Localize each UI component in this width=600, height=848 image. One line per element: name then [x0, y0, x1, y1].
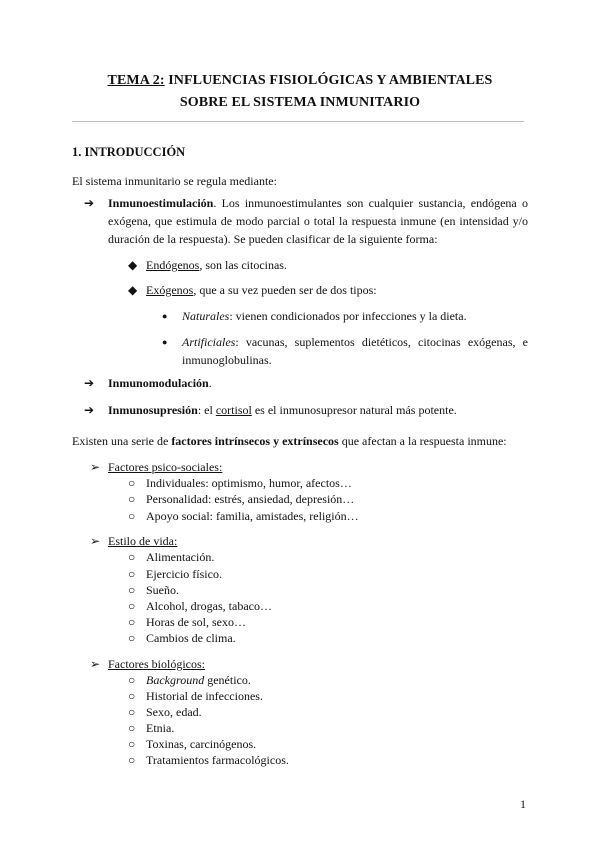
circle-bullet-icon: ○ — [128, 673, 136, 687]
arrowhead-icon: ➢ — [90, 534, 101, 548]
exo-text: , que a su vez pueden ser de dos tipos: — [193, 283, 377, 297]
sup-cortisol: cortisol — [215, 403, 252, 417]
list-item: Alimentación. — [146, 550, 215, 564]
nat-label: Naturales — [182, 309, 230, 323]
list-item: Sexo, edad. — [146, 705, 202, 719]
immunostimulation-paragraph — [108, 194, 528, 248]
section-heading: 1. INTRODUCCIÓN — [72, 145, 186, 159]
intro-paragraph: El sistema inmunitario se regula mediante: — [72, 174, 277, 188]
circle-bullet-icon: ○ — [128, 705, 136, 719]
endogenous-item — [146, 256, 287, 274]
artificial-item — [182, 333, 528, 369]
circle-bullet-icon: ○ — [128, 599, 136, 613]
circle-bullet-icon: ○ — [128, 550, 136, 564]
list-item: Alcohol, drogas, tabaco… — [146, 599, 272, 613]
group-title: Factores psico-sociales: — [108, 460, 223, 474]
immunosuppression-item — [108, 401, 457, 419]
circle-bullet-icon: ○ — [128, 476, 136, 490]
factors-after: que afectan a la respuesta inmune: — [338, 434, 507, 448]
mod-label: Inmunomodulación — [108, 376, 209, 390]
list-item: Apoyo social: familia, amistades, religión… — [146, 509, 359, 523]
exogenous-item — [146, 281, 377, 299]
group-title: Factores biológicos: — [108, 657, 205, 671]
factors-intro — [72, 432, 507, 450]
diamond-icon: ◆ — [128, 283, 138, 297]
document-title — [0, 70, 600, 114]
arrowhead-icon: ➢ — [90, 657, 101, 671]
circle-bullet-icon: ○ — [128, 492, 136, 506]
immunomodulation-item — [108, 374, 212, 392]
title-text-1: INFLUENCIAS FISIOLÓGICAS Y AMBIENTALES — [168, 73, 493, 88]
diamond-icon: ◆ — [128, 258, 138, 272]
circle-bullet-icon: ○ — [128, 689, 136, 703]
arrowhead-icon: ➢ — [90, 460, 101, 474]
list-item: Etnia. — [146, 721, 175, 735]
list-item: Toxinas, carcinógenos. — [146, 737, 257, 751]
group-title: Estilo de vida: — [108, 534, 178, 548]
art-text: : vacunas, suplementos dietéticos, citocinas exógenas, e inmunoglobulinas. — [182, 335, 528, 367]
arrow-icon: ➔ — [84, 403, 95, 417]
list-item — [146, 672, 251, 688]
circle-bullet-icon: ○ — [128, 615, 136, 629]
circle-bullet-icon: ○ — [128, 567, 136, 581]
circle-bullet-icon: ○ — [128, 737, 136, 751]
factors-before: Existen una serie de — [72, 434, 172, 448]
art-label: Artificiales — [182, 335, 236, 349]
title-divider — [72, 121, 524, 122]
stim-label: Inmunoestimulación — [108, 196, 214, 210]
list-item: Historial de infecciones. — [146, 689, 263, 703]
list-item: Cambios de clima. — [146, 631, 236, 645]
circle-bullet-icon: ○ — [128, 583, 136, 597]
nat-text: : vienen condicionados por infecciones y la dieta. — [229, 309, 467, 323]
title-line-1 — [0, 70, 600, 92]
list-item: Horas de sol, sexo… — [146, 615, 246, 629]
circle-bullet-icon: ○ — [128, 753, 136, 767]
mod-text: . — [208, 376, 212, 390]
title-line-2: SOBRE EL SISTEMA INMUNITARIO — [179, 95, 421, 110]
sup-text-1: : el — [197, 403, 216, 417]
circle-bullet-icon: ○ — [128, 631, 136, 645]
circle-bullet-icon: ○ — [128, 509, 136, 523]
list-item: Sueño. — [146, 583, 179, 597]
list-item: Individuales: optimismo, humor, afectos… — [146, 476, 352, 490]
page-number: 1 — [520, 797, 526, 811]
exo-label: Exógenos — [146, 283, 194, 297]
background-rest: genético. — [204, 673, 251, 687]
arrow-icon: ➔ — [84, 196, 95, 210]
list-item: Tratamientos farmacológicos. — [146, 753, 289, 767]
sup-label: Inmunosupresión — [108, 403, 198, 417]
factors-bold: factores intrínsecos y extrínsecos — [171, 434, 339, 448]
list-item: Ejercicio físico. — [146, 567, 222, 581]
endo-text: , son las citocinas. — [199, 258, 287, 272]
list-item: Personalidad: estrés, ansiedad, depresión… — [146, 492, 355, 506]
natural-item — [182, 307, 467, 325]
background-italic: Background — [146, 673, 205, 687]
title-prefix: TEMA 2: — [107, 73, 165, 88]
bullet-icon: ● — [162, 337, 168, 347]
arrow-icon: ➔ — [84, 376, 95, 390]
endo-label: Endógenos — [146, 258, 200, 272]
circle-bullet-icon: ○ — [128, 721, 136, 735]
sup-text-2: es el inmunosupresor natural más potente. — [251, 403, 457, 417]
stim-text: . Los inmunoestimulantes son cualquier sustancia, endógena o exógena, que estimula de modo parcial o total la respuesta inmune (en intensidad y/o duración de la respuesta). Se pueden clasificar de la siguiente forma: — [108, 196, 528, 246]
bullet-icon: ● — [162, 311, 168, 321]
